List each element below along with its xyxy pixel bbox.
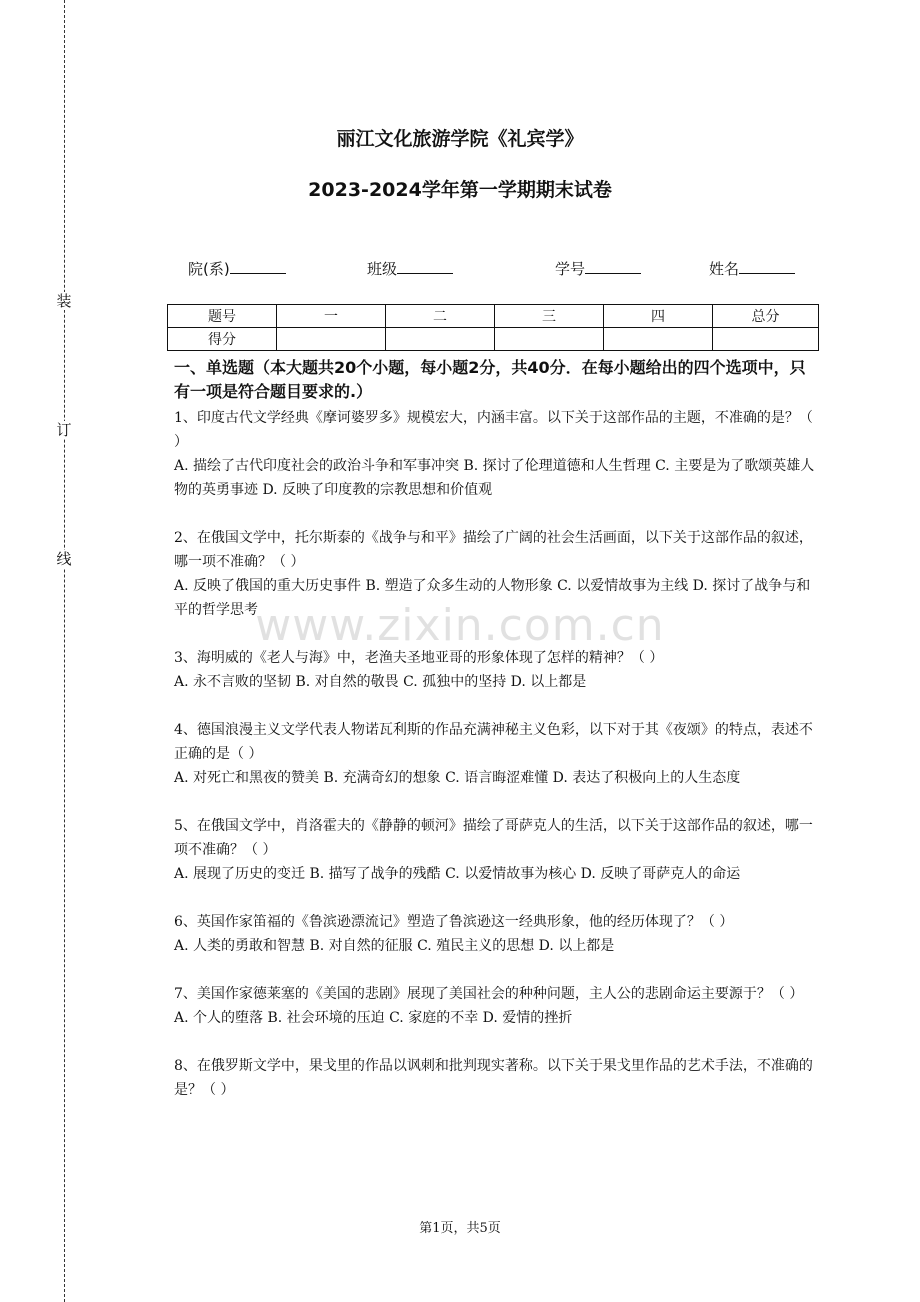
score-header-cell: 一 [277, 305, 386, 328]
student-id-label: 学号 [555, 260, 586, 278]
score-cell[interactable] [495, 328, 604, 351]
class-field[interactable] [367, 258, 453, 279]
question-item [174, 814, 820, 886]
score-cell[interactable] [713, 328, 819, 351]
question-options: A. 对死亡和黑夜的赞美 B. 充满奇幻的想象 C. 语言晦涩难懂 D. 表达了积极向上的人生态度 [174, 770, 741, 786]
score-header-cell: 三 [495, 305, 604, 328]
name-label: 姓名 [709, 260, 740, 278]
exam-title-line1: 丽江文化旅游学院《礼宾学》 [336, 128, 584, 150]
binding-char-zhuang: 装 [56, 292, 72, 310]
page-footer: 第1页，共5页 [419, 1221, 501, 1236]
score-table-score-row [168, 328, 819, 351]
question-item [174, 406, 820, 502]
exam-title-line2: 2023-2024学年第一学期期末试卷 [308, 179, 612, 201]
question-options: A. 展现了历史的变迁 B. 描写了战争的残酷 C. 以爱情故事为核心 D. 反映了哥萨克人的命运 [174, 866, 741, 882]
department-label: 院(系) [188, 260, 230, 278]
student-id-field[interactable] [555, 258, 641, 279]
question-stem: 4、德国浪漫主义文学代表人物诺瓦利斯的作品充满神秘主义色彩，以下对于其《夜颂》的特点，表述不正确的是（ ） [174, 722, 813, 762]
question-item [174, 910, 820, 958]
question-item [174, 526, 820, 622]
question-stem: 5、在俄国文学中，肖洛霍夫的《静静的顿河》描绘了哥萨克人的生活，以下关于这部作品的叙述，哪一项不准确？（ ） [174, 818, 813, 858]
name-blank[interactable] [739, 259, 795, 274]
score-header-cell: 二 [386, 305, 495, 328]
binding-char-ding: 订 [56, 421, 72, 439]
question-stem: 6、英国作家笛福的《鲁滨逊漂流记》塑造了鲁滨逊这一经典形象，他的经历体现了？（ ） [174, 914, 734, 930]
exam-content [174, 356, 820, 1126]
score-row-label: 得分 [168, 328, 277, 351]
question-stem: 2、在俄国文学中，托尔斯泰的《战争与和平》描绘了广阔的社会生活画面，以下关于这部作品的叙述，哪一项不准确？（ ） [174, 530, 813, 570]
question-item [174, 1054, 820, 1102]
score-cell[interactable] [604, 328, 713, 351]
score-cell[interactable] [386, 328, 495, 351]
department-field[interactable] [188, 258, 286, 279]
student-id-blank[interactable] [585, 259, 641, 274]
score-header-cell: 四 [604, 305, 713, 328]
score-table-header-row [168, 305, 819, 328]
score-cell[interactable] [277, 328, 386, 351]
question-item [174, 718, 820, 790]
question-options: A. 个人的堕落 B. 社会环境的压迫 C. 家庭的不幸 D. 爱情的挫折 [174, 1010, 573, 1026]
question-stem: 8、在俄罗斯文学中，果戈里的作品以讽刺和批判现实著称。以下关于果戈里作品的艺术手法，不准确的是？（ ） [174, 1058, 813, 1098]
question-item [174, 646, 820, 694]
question-options: A. 描绘了古代印度社会的政治斗争和军事冲突 B. 探讨了伦理道德和人生哲理 C. 主要是为了歌颂英雄人物的英勇事迹 D. 反映了印度教的宗教思想和价值观 [174, 458, 815, 498]
score-table [167, 304, 819, 351]
binding-char-xian: 线 [56, 550, 72, 568]
name-field[interactable] [709, 258, 795, 279]
question-stem: 1、印度古代文学经典《摩诃婆罗多》规模宏大，内涵丰富。以下关于这部作品的主题，不准确的是？（ ） [174, 410, 813, 450]
question-options: A. 永不言败的坚韧 B. 对自然的敬畏 C. 孤独中的坚持 D. 以上都是 [174, 674, 587, 690]
watermark: www.zixin.com.cn [255, 600, 665, 651]
department-blank[interactable] [230, 259, 286, 274]
section-heading: 一、单选题（本大题共20个小题，每小题2分，共40分．在每小题给出的四个选项中，只有一项是符合题目要求的.） [174, 358, 806, 401]
class-label: 班级 [367, 260, 398, 278]
question-stem: 7、美国作家德莱塞的《美国的悲剧》展现了美国社会的种种问题，主人公的悲剧命运主要源于？（ ） [174, 986, 804, 1002]
question-stem: 3、海明威的《老人与海》中，老渔夫圣地亚哥的形象体现了怎样的精神？（ ） [174, 650, 664, 666]
score-header-cell: 总分 [713, 305, 819, 328]
question-options: A. 人类的勇敢和智慧 B. 对自然的征服 C. 殖民主义的思想 D. 以上都是 [174, 938, 615, 954]
question-options: A. 反映了俄国的重大历史事件 B. 塑造了众多生动的人物形象 C. 以爱情故事为主线 D. 探讨了战争与和平的哲学思考 [174, 578, 811, 618]
student-info-row [0, 258, 920, 280]
question-item [174, 982, 820, 1030]
class-blank[interactable] [397, 259, 453, 274]
score-header-cell: 题号 [168, 305, 277, 328]
